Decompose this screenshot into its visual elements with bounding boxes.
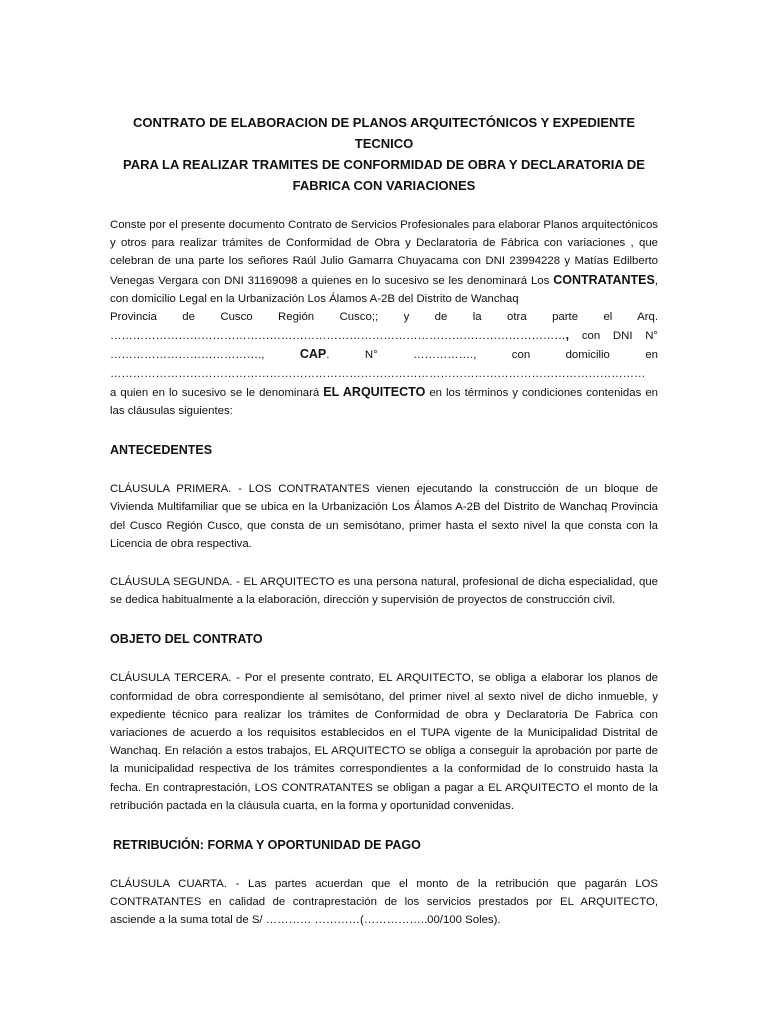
clause-segunda: CLÁUSULA SEGUNDA. - EL ARQUITECTO es una persona natural, profesional de dicha especialidad, que se dedica habitualmente a la elaboración, dirección y supervisión de proyectos de construcción civil.	[110, 576, 658, 607]
dni-comma: ,	[565, 328, 570, 343]
intro-paragraph	[110, 216, 658, 420]
intro-provincia-line: Provincia de Cusco Región Cusco;; y de la otra parte el Arq.	[110, 311, 658, 324]
intro-dni-line	[110, 326, 658, 345]
intro-text-2: , con domicilio Legal en la Urbanización Los Álamos A-2B del Distrito de Wanchaq	[110, 274, 658, 305]
heading-retribucion: RETRIBUCIÓN: FORMA Y OPORTUNIDAD DE PAGO	[113, 838, 421, 853]
clause-primera: CLÁUSULA PRIMERA. - LOS CONTRATANTES vienen ejecutando la construcción de un bloque de Vivienda Multifamiliar que se ubica en la Urbanización Los Álamos A-2B del Distrito de Wanchaq Provincia del Cusco Región Cusco, que consta de un semisótano, primer hasta el sexto nivel la que consta con la Licencia de obra respectiva.	[110, 483, 658, 550]
cap-blank: ………………………………….,	[110, 349, 265, 362]
cap-label: CAP	[299, 347, 327, 362]
dni-blank: …………………………………………………………………………………………………………	[110, 330, 566, 343]
document-page	[110, 112, 658, 930]
contract-title	[110, 112, 658, 196]
intro-text-1: Conste por el presente documento Contrato de Servicios Profesionales para elaborar Planos arquitectónicos y otros para realizar trámites de Conformidad de Obra y Declaratoria de Fábrica con variaciones , que celebran de una parte los señores Raúl Julio Gamarra Chuyacama con DNI 23994228 y Matías Edilberto Venegas Vergara con DNI 31169098 a quienes en lo sucesivo se les denominará Los	[110, 219, 658, 287]
contratantes-label: CONTRATANTES	[553, 272, 655, 287]
heading-antecedentes: ANTECEDENTES	[110, 443, 213, 458]
clause-tercera: CLÁUSULA TERCERA. - Por el presente contrato, EL ARQUITECTO, se obliga a elaborar los planos de conformidad de obra correspondiente al semisótano, del primer nivel al sexto nivel de dicho inmueble, y expediente técnico para realizar los trámites de Conformidad de obra y Declaratoria De Fabrica con variaciones de acuerdo a los requisitos establecidos en el TUPA vigente de la Municipalidad Distrital de Wanchaq. En relación a estos trabajos, EL ARQUITECTO se obliga a conseguir la aprobación por parte de la municipalidad respectiva de los trámites correspondientes a la conformidad de lo construido hasta la fecha. En contraprestación, LOS CONTRATANTES se obligan a pagar a EL ARQUITECTO el monto de la retribución pactada en la cláusula cuarta, en la forma y oportunidad convenidas.	[110, 672, 658, 812]
dni-label: con DNI N°	[569, 330, 658, 343]
heading-objeto: OBJETO DEL CONTRATO	[110, 632, 263, 647]
intro-text-4: en los términos y condiciones contenidas en las cláusulas siguientes:	[110, 386, 658, 418]
cap-rest: . N° ……………., con domicilio en	[326, 349, 658, 362]
intro-text-3: a quien en lo sucesivo se le denominará	[110, 386, 324, 399]
title-line-1: CONTRATO DE ELABORACION DE PLANOS ARQUITECTÓNICOS Y EXPEDIENTE TECNICO	[133, 115, 635, 151]
title-line-3: FABRICA CON VARIACIONES	[292, 178, 476, 193]
clause-cuarta: CLÁUSULA CUARTA. - Las partes acuerdan que el monto de la retribución que pagarán LOS CONTRATANTES en calidad de contraprestación de los servicios prestados por EL ARQUITECTO, asciende a la suma total de S/ ………… …………(……………..00/100 Soles).	[110, 878, 658, 927]
intro-domicilio-blank: ……………………………………………………………………………………………………………………………	[110, 367, 646, 380]
intro-cap-line	[110, 345, 658, 364]
arquitecto-label: EL ARQUITECTO	[323, 384, 426, 399]
title-line-2: PARA LA REALIZAR TRAMITES DE CONFORMIDAD DE OBRA Y DECLARATORIA DE	[123, 157, 645, 172]
